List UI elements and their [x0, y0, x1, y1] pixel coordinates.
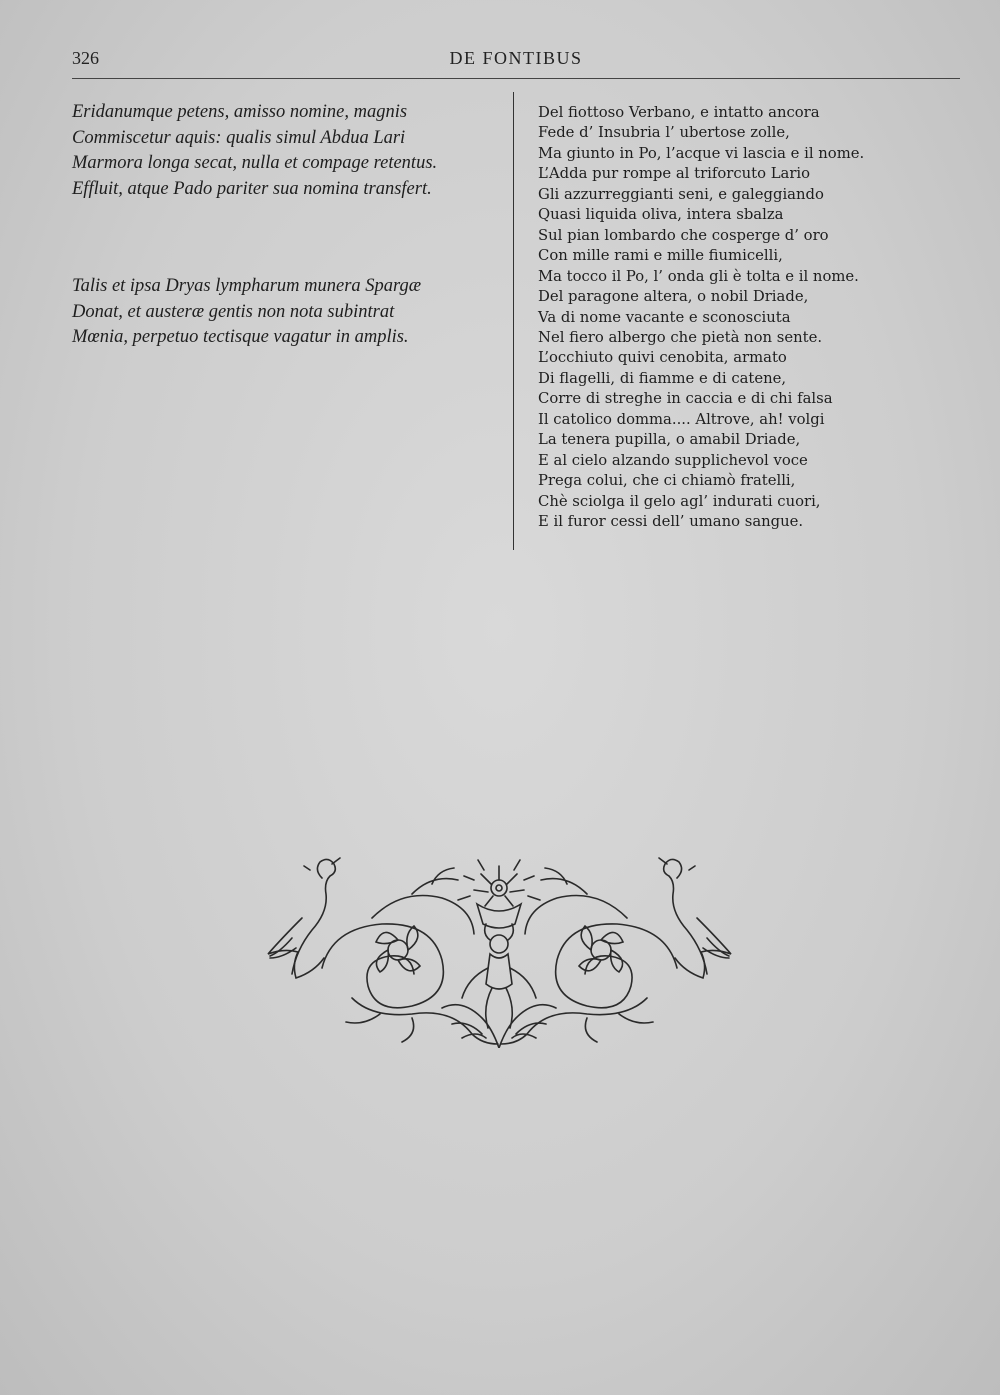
latin-line: Effluit, atque Pado pariter sua nomina transfert. — [72, 178, 432, 199]
italian-line: La tenera pupilla, o amabil Driade, — [538, 431, 801, 449]
latin-line: Commiscetur aquis: qualis simul Abdua Lari — [72, 127, 406, 148]
column-divider — [513, 92, 514, 550]
italian-line: Del fiottoso Verbano, e intatto ancora — [538, 104, 820, 121]
latin-column — [72, 100, 512, 423]
italian-line: Ma giunto in Po, l’acque vi lascia e il nome. — [538, 144, 865, 162]
latin-line: Talis et ipsa Dryas lympharum munera Spargæ — [72, 276, 422, 296]
latin-stanza-1 — [72, 100, 512, 202]
italian-line: Del paragone altera, o nobil Driade, — [538, 288, 809, 306]
italian-line: Sul pian lombardo che cosperge d’ oro — [538, 226, 829, 244]
running-head — [72, 48, 932, 74]
latin-line: Mœnia, perpetuo tectisque vagatur in amplis. — [72, 327, 409, 347]
italian-line: L’Adda pur rompe al triforcuto Lario — [538, 165, 811, 183]
italian-line: Il catolico domma.... Altrove, ah! volgi — [538, 410, 825, 428]
italian-line: Nel fiero albergo che pietà non sente. — [538, 328, 823, 346]
page-number: 326 — [72, 48, 99, 68]
header-rule — [72, 78, 960, 79]
italian-line: Chè sciolga il gelo agl’ indurati cuori, — [538, 492, 821, 510]
italian-line: Con mille rami e mille fiumicelli, — [538, 247, 783, 265]
italian-line: Ma tocco il Po, l’ onda gli è tolta e il nome. — [538, 267, 859, 285]
italian-line: Gli azzurreggianti seni, e galeggiando — [538, 185, 824, 203]
latin-line: Donat, et austeræ gentis non nota subintrat — [72, 301, 395, 322]
latin-line: Eridanumque petens, amisso nomine, magnis — [72, 102, 408, 122]
italian-line: Prega colui, che ci chiamò fratelli, — [538, 472, 796, 490]
italian-line: L’occhiuto quivi cenobita, armato — [538, 349, 787, 367]
italian-line: E il furor cessi dell’ umano sangue. — [538, 513, 804, 531]
italian-line: Fede d’ Insubria l’ ubertose zolle, — [538, 124, 790, 142]
italian-line: Corre di streghe in caccia e di chi falsa — [538, 390, 833, 408]
italian-line: Quasi liquida oliva, intera sbalza — [538, 206, 784, 224]
italian-line: Va di nome vacante e sconosciuta — [538, 308, 791, 326]
italian-line: Di flagelli, di fiamme e di catene, — [538, 369, 787, 387]
italian-column — [538, 103, 938, 533]
latin-stanza-2 — [72, 274, 512, 351]
decorative-tailpiece-icon — [262, 848, 737, 1048]
italian-line: E al cielo alzando supplichevol voce — [538, 451, 808, 469]
running-title: DE FONTIBUS — [449, 48, 583, 68]
latin-line: Marmora longa secat, nulla et compage retentus. — [72, 153, 438, 173]
